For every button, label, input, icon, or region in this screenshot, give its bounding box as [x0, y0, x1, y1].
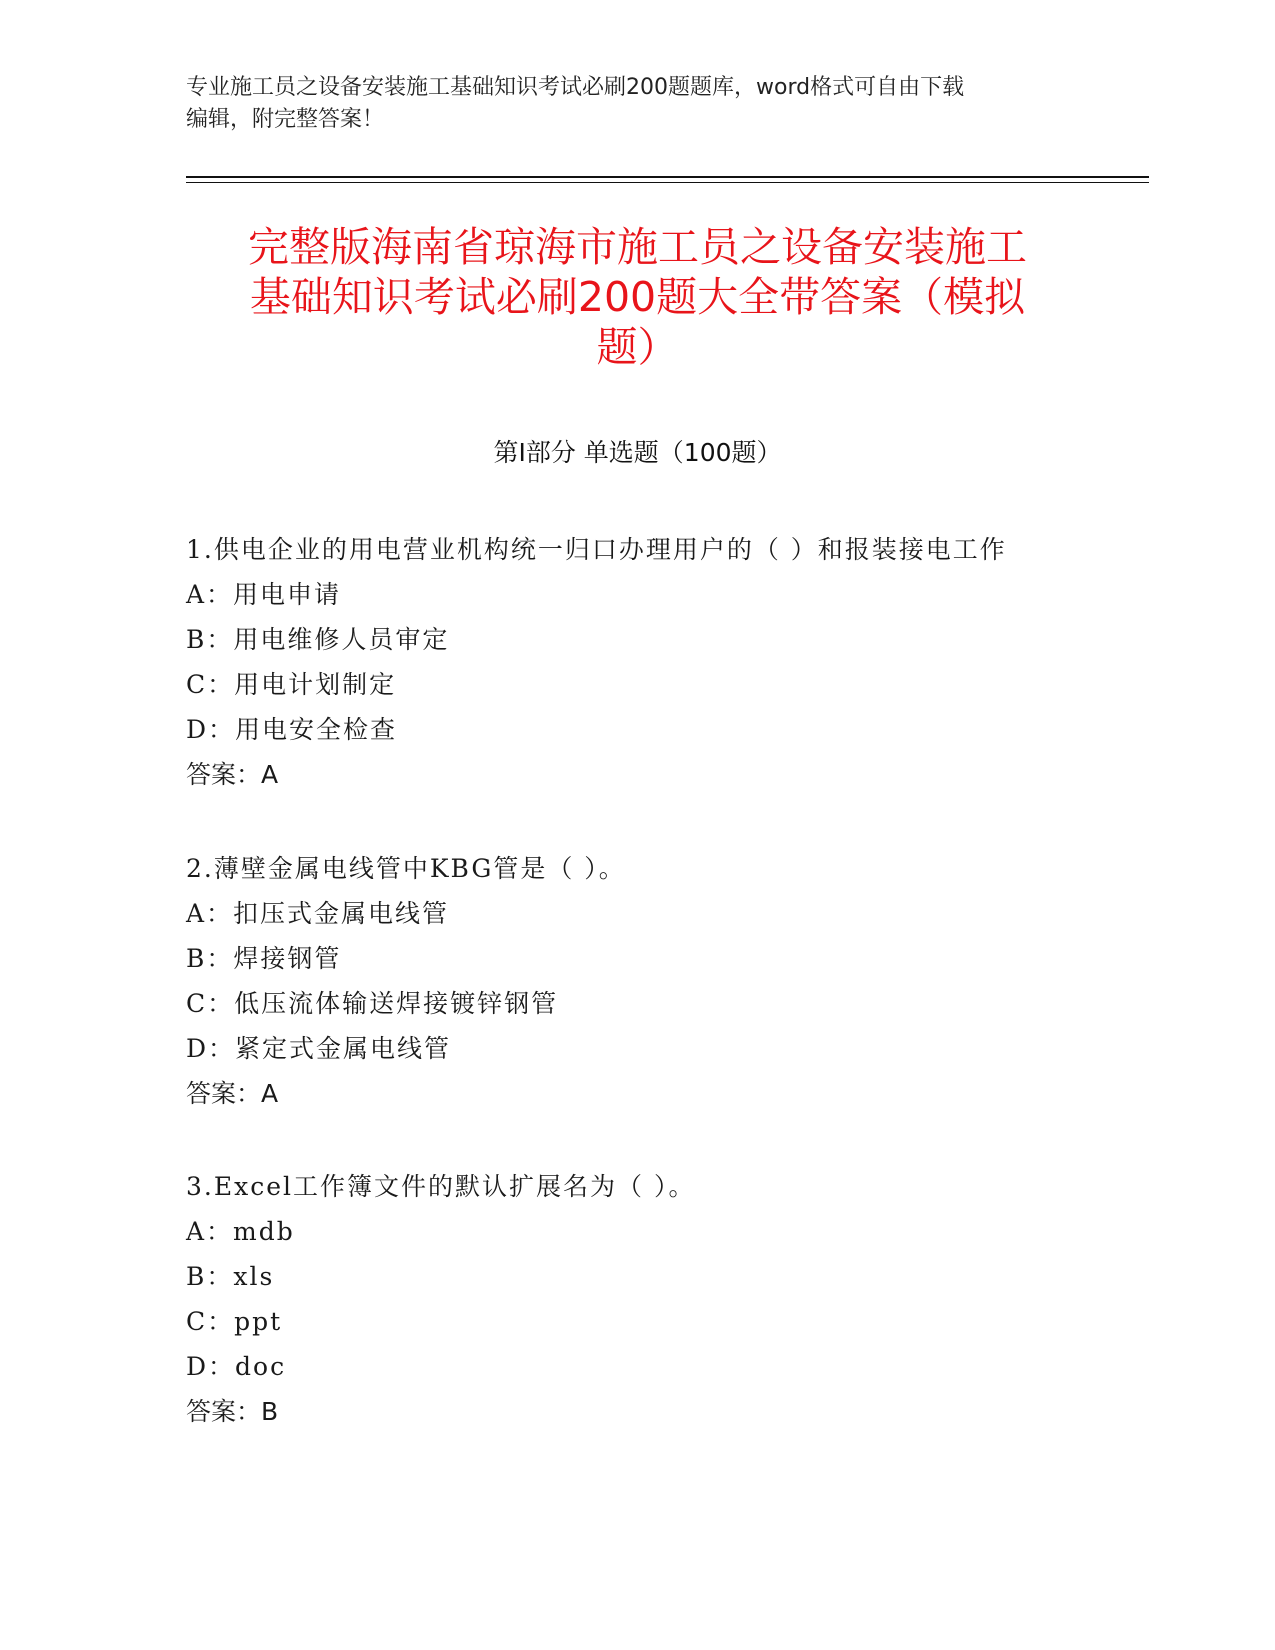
option-b: B：用电维修人员审定 [186, 625, 450, 654]
document-title-line-2: 基础知识考试必刷200题大全带答案（模拟 [249, 273, 1026, 321]
option-a: A：扣压式金属电线管 [186, 899, 450, 928]
option-d: D：用电安全检查 [186, 715, 398, 744]
option-c: C：用电计划制定 [186, 670, 397, 699]
option-a: A：用电申请 [186, 580, 342, 609]
question-2 [186, 846, 1106, 1116]
answer: 答案：B [186, 1397, 279, 1426]
question-stem: 3.Excel工作簿文件的默认扩展名为（ ）。 [186, 1172, 696, 1201]
document-title [120, 222, 1155, 372]
option-a: A：mdb [186, 1217, 295, 1246]
question-stem: 2.薄壁金属电线管中KBG管是（ ）。 [186, 854, 626, 883]
header-rule-thick [186, 176, 1149, 178]
option-c: C：ppt [186, 1307, 283, 1336]
option-b: B：焊接钢管 [186, 944, 342, 973]
option-c: C：低压流体输送焊接镀锌钢管 [186, 989, 559, 1018]
header-note-line-2: 编辑，附完整答案！ [186, 107, 385, 132]
option-d: D：紧定式金属电线管 [186, 1034, 452, 1063]
question-1 [186, 527, 1106, 797]
section-heading: 第I部分 单选题（100题） [493, 438, 782, 467]
answer: 答案：A [186, 760, 279, 789]
header-note [186, 72, 1066, 136]
header-note-line-1: 专业施工员之设备安装施工基础知识考试必刷200题题库，word格式可自由下载 [186, 75, 965, 100]
option-d: D：doc [186, 1352, 287, 1381]
question-3 [186, 1164, 1106, 1434]
option-b: B：xls [186, 1262, 275, 1291]
answer: 答案：A [186, 1079, 279, 1108]
document-title-line-1: 完整版海南省琼海市施工员之设备安装施工 [248, 223, 1027, 271]
header-rule-thin [186, 182, 1149, 183]
question-stem: 1.供电企业的用电营业机构统一归口办理用户的（ ）和报装接电工作 [186, 535, 1007, 564]
document-title-line-3: 题） [596, 323, 679, 371]
